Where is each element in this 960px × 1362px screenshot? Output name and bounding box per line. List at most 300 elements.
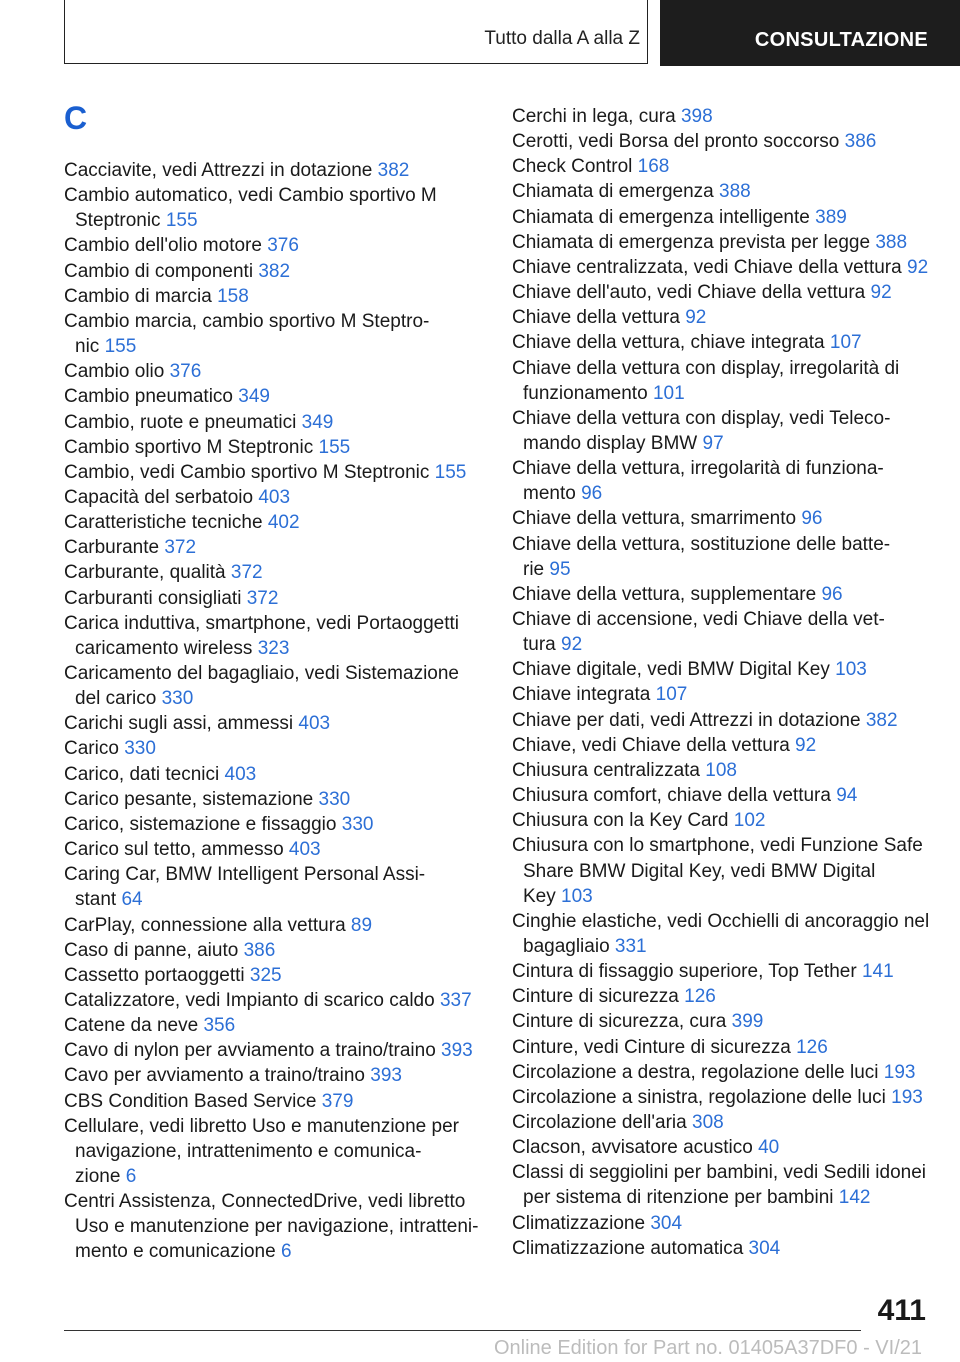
index-term: CarPlay, connessione alla vettura: [64, 914, 346, 936]
page-link[interactable]: 168: [637, 156, 670, 178]
index-term: Carichi sugli assi, ammessi: [64, 713, 294, 735]
index-entry: [64, 787, 350, 812]
index-term: Circolazione a sinistra, regolazione delle luci: [512, 1086, 886, 1108]
page-link[interactable]: 325: [249, 964, 282, 986]
page-number: 411: [877, 1294, 926, 1327]
index-entry: [512, 1009, 763, 1034]
page-link[interactable]: 382: [865, 709, 898, 731]
index-entry: [64, 233, 299, 258]
index-term: Chiave della vettura con display, vedi Teleco-: [512, 407, 891, 429]
index-term: Cinture di sicurezza, cura: [512, 1011, 727, 1033]
index-entry-text: [512, 506, 823, 531]
footer-divider: [64, 1330, 861, 1331]
index-term: Cavo di nylon per avviamento a traino/traino: [64, 1040, 436, 1062]
index-term: Cinture di sicurezza: [512, 986, 679, 1008]
index-entry-text: [512, 859, 923, 884]
page-link[interactable]: 97: [702, 432, 724, 454]
index-entry-text: [512, 481, 884, 506]
index-entry-text: [512, 657, 867, 682]
index-entry-text: [64, 611, 459, 636]
index-entry-text: [64, 208, 437, 233]
page-link[interactable]: 382: [258, 260, 291, 282]
index-entry-text: [64, 460, 466, 485]
index-term: Chiave della vettura, supplementare: [512, 583, 817, 605]
chapter-title: CONSULTAZIONE: [754, 29, 928, 51]
index-entry-text: [512, 984, 716, 1009]
index-entry: [512, 607, 885, 657]
index-entry-text: [64, 435, 350, 460]
page-link[interactable]: 126: [684, 986, 716, 1008]
page-link[interactable]: 89: [350, 914, 373, 936]
index-term: Chiave della vettura, smarrimento: [512, 508, 797, 530]
index-term: Cinghie elastiche, vedi Occhielli di ancoraggio nel: [512, 910, 930, 932]
index-entry: [512, 833, 923, 908]
index-entry: [512, 305, 706, 330]
index-entry: [64, 1013, 235, 1038]
index-entry-text: [64, 309, 429, 334]
index-entry-text: [512, 783, 857, 808]
index-entry: [512, 230, 907, 255]
index-entry-text: [512, 255, 928, 280]
page-link[interactable]: 6: [280, 1241, 292, 1263]
page-link[interactable]: 330: [124, 738, 156, 760]
index-entry-text: [512, 1185, 926, 1210]
index-entry: [64, 762, 256, 787]
index-entry: [64, 913, 372, 938]
index-term: Chiave per dati, vedi Attrezzi in dotazione: [512, 709, 861, 731]
index-entry-text: [64, 233, 299, 258]
index-entry-text: [64, 384, 270, 409]
index-term: Catalizzatore, vedi Impianto di scarico caldo: [64, 989, 435, 1011]
index-entry-text: [512, 1160, 926, 1185]
index-entry: [64, 560, 263, 585]
index-entry-text: [512, 1110, 724, 1135]
index-entry: [64, 158, 409, 183]
index-entry: [64, 535, 196, 560]
index-entry-text: [512, 330, 862, 355]
index-term: Carico, dati tecnici: [64, 763, 220, 785]
edition-footer: Online Edition for Part no. 01405A37DF0 - VI/21: [493, 1337, 922, 1359]
page-link[interactable]: 142: [838, 1187, 871, 1209]
index-entry-text: [64, 284, 249, 309]
index-entry-text: [512, 104, 713, 129]
index-term: Carico: [64, 738, 119, 760]
index-entry: [512, 708, 898, 733]
index-entry: [64, 435, 350, 460]
page-link[interactable]: 393: [441, 1040, 473, 1062]
index-term: Chiave della vettura: [512, 307, 680, 329]
index-term: Key: [523, 885, 556, 907]
index-entry-text: [512, 154, 669, 179]
index-term: Centri Assistenza, ConnectedDrive, vedi libretto: [64, 1191, 466, 1213]
index-entry-text: [512, 833, 923, 858]
page-link[interactable]: 331: [614, 935, 647, 957]
page-link[interactable]: 304: [650, 1212, 683, 1234]
page-link[interactable]: 102: [733, 810, 766, 832]
index-term: Carico pesante, sistemazione: [64, 788, 314, 810]
index-entry: [64, 510, 300, 535]
index-term: Carburante: [64, 537, 160, 559]
index-entry-text: [512, 733, 816, 758]
index-entry-text: [64, 1089, 353, 1114]
index-entry-text: [512, 934, 929, 959]
index-entry-text: [512, 1060, 915, 1085]
index-entry: [64, 1189, 478, 1264]
index-entry: [64, 1089, 353, 1114]
index-entry: [64, 1114, 459, 1189]
index-term: Chiave centralizzata, vedi Chiave della vettura: [512, 256, 902, 278]
index-term: Cambio, vedi Cambio sportivo M Steptronic: [64, 461, 430, 483]
index-entry: [64, 862, 425, 912]
index-term: Capacità del serbatoio: [64, 486, 254, 508]
index-entry-text: [64, 1164, 459, 1189]
index-entry-text: [512, 356, 899, 381]
index-entry: [64, 988, 472, 1013]
index-entry-text: [64, 183, 437, 208]
page-link[interactable]: 193: [883, 1061, 916, 1083]
page-link[interactable]: 393: [370, 1065, 402, 1087]
page-link[interactable]: 107: [829, 332, 862, 354]
index-term: CBS Condition Based Service: [64, 1090, 317, 1112]
page-link[interactable]: 376: [169, 361, 202, 383]
index-entry: [512, 582, 843, 607]
index-entry-text: [64, 913, 372, 938]
page-link[interactable]: 402: [267, 512, 300, 534]
index-entry: [512, 255, 928, 280]
page-link[interactable]: 308: [692, 1112, 724, 1133]
index-term: navigazione, intrattenimento e comunica-: [75, 1140, 422, 1162]
page-link[interactable]: 155: [434, 461, 467, 483]
index-term: Cavo per avviamento a traino/traino: [64, 1065, 365, 1087]
index-term: Chiave dell'auto, vedi Chiave della vettura: [512, 282, 866, 304]
index-entry-text: [64, 1038, 473, 1063]
index-entry-text: [64, 887, 425, 912]
index-entry: [512, 1236, 780, 1261]
index-entry-text: [512, 682, 687, 707]
index-term: Chiave integrata: [512, 684, 651, 706]
page-link[interactable]: 372: [230, 562, 263, 584]
index-term: Cassetto portaoggetti: [64, 964, 245, 986]
index-entry: [512, 406, 890, 456]
index-entry: [64, 410, 333, 435]
index-entry-text: [512, 758, 737, 783]
index-term: Cinture, vedi Cinture di sicurezza: [512, 1036, 791, 1058]
index-entry-text: [64, 787, 350, 812]
page-link[interactable]: 330: [161, 688, 194, 710]
index-term: Check Control: [512, 156, 633, 178]
page-link[interactable]: 403: [224, 763, 257, 785]
page-link[interactable]: 376: [267, 235, 299, 257]
index-term: Cambio marcia, cambio sportivo M Steptro-: [64, 310, 430, 332]
page-link[interactable]: 330: [318, 788, 351, 810]
index-entry-text: [512, 456, 884, 481]
index-entry: [512, 959, 894, 984]
index-term: Chiave di accensione, vedi Chiave della vet-: [512, 609, 885, 630]
page-link[interactable]: 96: [581, 483, 603, 505]
index-entry: [512, 657, 867, 682]
index-entry-text: [512, 959, 894, 984]
index-entry-text: [64, 560, 263, 585]
index-entry-text: [64, 259, 290, 284]
page-link[interactable]: 193: [891, 1086, 923, 1108]
index-term: mando display BMW: [523, 432, 698, 454]
page-link[interactable]: 107: [655, 684, 688, 706]
index-entry: [512, 682, 687, 707]
page-link[interactable]: 388: [875, 231, 908, 253]
index-term: Chiave della vettura, chiave integrata: [512, 332, 825, 354]
index-entry: [64, 963, 282, 988]
index-term: Uso e manutenzione per navigazione, intratteni-: [75, 1216, 479, 1238]
index-entry: [64, 485, 290, 510]
index-term: Cambio di marcia: [64, 285, 212, 307]
index-term: Cambio dell'olio motore: [64, 235, 262, 257]
page-link[interactable]: 388: [719, 181, 751, 203]
index-entry-text: [512, 808, 765, 833]
index-entry-text: [512, 381, 899, 406]
index-entry-text: [64, 510, 300, 535]
index-entry-text: [64, 963, 282, 988]
index-entry-text: [64, 762, 256, 787]
index-entry: [512, 330, 862, 355]
page-link[interactable]: 349: [238, 386, 270, 408]
index-entry-text: [64, 686, 459, 711]
page-link[interactable]: 95: [549, 558, 571, 580]
index-entry-text: [64, 837, 321, 862]
page-link[interactable]: 356: [203, 1015, 236, 1037]
index-entry-text: [512, 582, 843, 607]
index-entry-text: [64, 1239, 478, 1264]
index-term: Cerotti, vedi Borsa del pronto soccorso: [512, 131, 840, 153]
index-term: bagagliaio: [523, 935, 610, 957]
index-entry: [64, 586, 278, 611]
page-link[interactable]: 92: [561, 634, 583, 656]
index-entry-text: [512, 1211, 682, 1236]
index-entry: [512, 1085, 923, 1110]
index-entry-text: [64, 636, 459, 661]
index-entry-text: [512, 1135, 779, 1160]
index-term: Chiave della vettura, sostituzione delle batte-: [512, 533, 891, 555]
page-link[interactable]: 40: [758, 1137, 780, 1159]
page-link[interactable]: 337: [439, 989, 472, 1011]
page-link[interactable]: 372: [164, 537, 197, 559]
page-link[interactable]: 101: [652, 382, 685, 404]
index-entry-text: [64, 736, 156, 761]
page-link[interactable]: 386: [844, 131, 877, 153]
index-entry-text: [64, 1114, 459, 1139]
index-entry: [512, 104, 713, 129]
index-entry-text: [512, 280, 892, 305]
page-link[interactable]: 92: [907, 256, 929, 278]
page-link[interactable]: 92: [795, 734, 817, 756]
index-entry: [512, 129, 876, 154]
index-term: Steptronic: [75, 210, 161, 232]
page-link[interactable]: 103: [835, 659, 867, 681]
index-entry: [64, 736, 156, 761]
index-entry: [512, 984, 716, 1009]
index-entry-text: [64, 485, 290, 510]
index-entry: [64, 309, 429, 359]
page-link[interactable]: 64: [121, 889, 143, 911]
index-entry-text: [512, 909, 929, 934]
page-link[interactable]: 330: [341, 813, 374, 835]
index-term: Cambio olio: [64, 361, 165, 383]
index-entry-text: [512, 1085, 923, 1110]
page-link[interactable]: 386: [243, 939, 276, 961]
index-term: Carico sul tetto, ammesso: [64, 839, 284, 861]
index-term: Caricamento del bagagliaio, vedi Sistemazione: [64, 663, 460, 684]
index-term: Cambio, ruote e pneumatici: [64, 411, 297, 433]
index-entry: [512, 506, 823, 531]
index-entry: [512, 280, 892, 305]
index-entry-text: [64, 1013, 235, 1038]
page-link[interactable]: 141: [861, 961, 894, 983]
index-entry: [64, 611, 459, 661]
index-entry: [512, 1211, 682, 1236]
index-entry-text: [64, 862, 425, 887]
index-entry-text: [512, 632, 885, 657]
index-term: Chiusura comfort, chiave della vettura: [512, 785, 831, 807]
index-term: Caratteristiche tecniche: [64, 512, 263, 534]
page-link[interactable]: 379: [321, 1090, 354, 1112]
index-entry: [64, 259, 290, 284]
index-entry-text: [64, 812, 373, 837]
index-entry: [64, 384, 270, 409]
page-link[interactable]: 94: [836, 785, 858, 807]
index-entry: [512, 758, 737, 783]
index-entry-text: [64, 334, 429, 359]
page-link[interactable]: 372: [246, 587, 279, 609]
index-term: Climatizzazione automatica: [512, 1237, 744, 1259]
index-entry-text: [64, 1139, 459, 1164]
page-link[interactable]: 155: [165, 210, 198, 232]
index-entry: [512, 356, 899, 406]
page-link[interactable]: 158: [217, 285, 249, 307]
index-entry-text: [64, 410, 333, 435]
index-entry: [512, 1160, 926, 1210]
index-term: Chiave della vettura, irregolarità di funziona-: [512, 458, 884, 480]
index-term: del carico: [75, 688, 157, 710]
page-link[interactable]: 403: [298, 713, 331, 735]
page-link[interactable]: 126: [796, 1036, 828, 1058]
index-entry: [64, 183, 437, 233]
index-entry: [64, 1038, 473, 1063]
index-entry-text: [512, 205, 847, 230]
index-term: Carica induttiva, smartphone, vedi Portaoggetti: [64, 612, 459, 634]
page-link[interactable]: 92: [685, 307, 707, 329]
page-link[interactable]: 6: [125, 1166, 137, 1187]
page-link[interactable]: 92: [870, 282, 892, 304]
page-link[interactable]: 398: [680, 106, 713, 127]
page-link[interactable]: 108: [705, 759, 737, 781]
page-link[interactable]: 155: [104, 336, 137, 358]
index-term: Climatizzazione: [512, 1212, 646, 1234]
index-term: Chiusura con lo smartphone, vedi Funzione Safe: [512, 835, 923, 857]
index-term: Cerchi in lega, cura: [512, 106, 676, 127]
index-entry-text: [64, 1214, 478, 1239]
index-entry-text: [512, 230, 907, 255]
index-term: nic: [75, 336, 100, 358]
index-term: zione: [75, 1166, 121, 1187]
index-entry-text: [512, 129, 876, 154]
index-entry: [512, 205, 847, 230]
index-term: Circolazione dell'aria: [512, 1112, 687, 1133]
index-entry: [64, 359, 201, 384]
index-term: Cambio sportivo M Steptronic: [64, 436, 314, 458]
index-entry: [512, 733, 816, 758]
index-term: Chiamata di emergenza: [512, 181, 714, 203]
index-term: Caso di panne, aiuto: [64, 939, 239, 961]
page-link[interactable]: 389: [815, 206, 847, 228]
index-entry-text: [64, 1189, 478, 1214]
index-entry: [512, 808, 765, 833]
index-term: Carburanti consigliati: [64, 587, 242, 609]
page-link[interactable]: 323: [257, 637, 290, 659]
index-entry-text: [512, 884, 923, 909]
index-entry: [64, 938, 275, 963]
index-entry-text: [64, 1063, 402, 1088]
index-term: tura: [523, 634, 556, 656]
index-entry: [512, 1035, 828, 1060]
index-term: mento: [523, 483, 576, 505]
page-link[interactable]: 399: [731, 1011, 764, 1033]
index-entry-text: [64, 661, 459, 686]
index-entry: [64, 460, 466, 485]
index-term: Classi di seggiolini per bambini, vedi Sedili idonei: [512, 1162, 927, 1184]
index-term: Caring Car, BMW Intelligent Personal Assi-: [64, 864, 426, 886]
index-entry: [512, 1060, 915, 1085]
page-link[interactable]: 304: [748, 1237, 781, 1259]
index-term: Carburante, qualità: [64, 562, 226, 584]
index-entry: [64, 711, 330, 736]
index-term: Cintura di fissaggio superiore, Top Tether: [512, 961, 857, 983]
index-entry-text: [64, 535, 196, 560]
index-letter: C: [64, 100, 88, 136]
index-entry: [64, 812, 373, 837]
index-entry-text: [64, 586, 278, 611]
page-link[interactable]: 349: [301, 411, 334, 433]
page-link[interactable]: 103: [561, 885, 593, 907]
index-entry: [512, 909, 929, 959]
page-link[interactable]: 155: [318, 436, 351, 458]
index-term: Circolazione a destra, regolazione delle luci: [512, 1061, 879, 1083]
index-entry: [512, 179, 751, 204]
index-term: Cambio pneumatico: [64, 386, 233, 408]
page-link[interactable]: 403: [288, 839, 321, 861]
index-term: Chiusura con la Key Card: [512, 810, 729, 832]
page-link[interactable]: 96: [801, 508, 823, 530]
index-entry: [64, 837, 321, 862]
index-term: stant: [75, 889, 117, 911]
index-term: Cellulare, vedi libretto Uso e manutenzione per: [64, 1115, 459, 1137]
index-entry-text: [512, 1035, 828, 1060]
index-entry-text: [64, 158, 409, 183]
index-entry-text: [64, 938, 275, 963]
chapter-tab: [660, 0, 960, 66]
index-entry: [512, 1110, 724, 1135]
page-link[interactable]: 382: [377, 160, 410, 181]
page-link[interactable]: 403: [258, 486, 291, 508]
index-term: Share BMW Digital Key, vedi BMW Digital: [523, 860, 876, 882]
index-term: Chiamata di emergenza intelligente: [512, 206, 810, 228]
index-term: Chiave, vedi Chiave della vettura: [512, 734, 790, 756]
index-entry: [512, 532, 890, 582]
index-term: caricamento wireless: [75, 637, 253, 659]
page-link[interactable]: 96: [821, 583, 843, 605]
index-term: Carico, sistemazione e fissaggio: [64, 813, 337, 835]
index-term: rie: [523, 558, 545, 580]
index-entry: [64, 284, 249, 309]
index-entry-text: [512, 708, 898, 733]
